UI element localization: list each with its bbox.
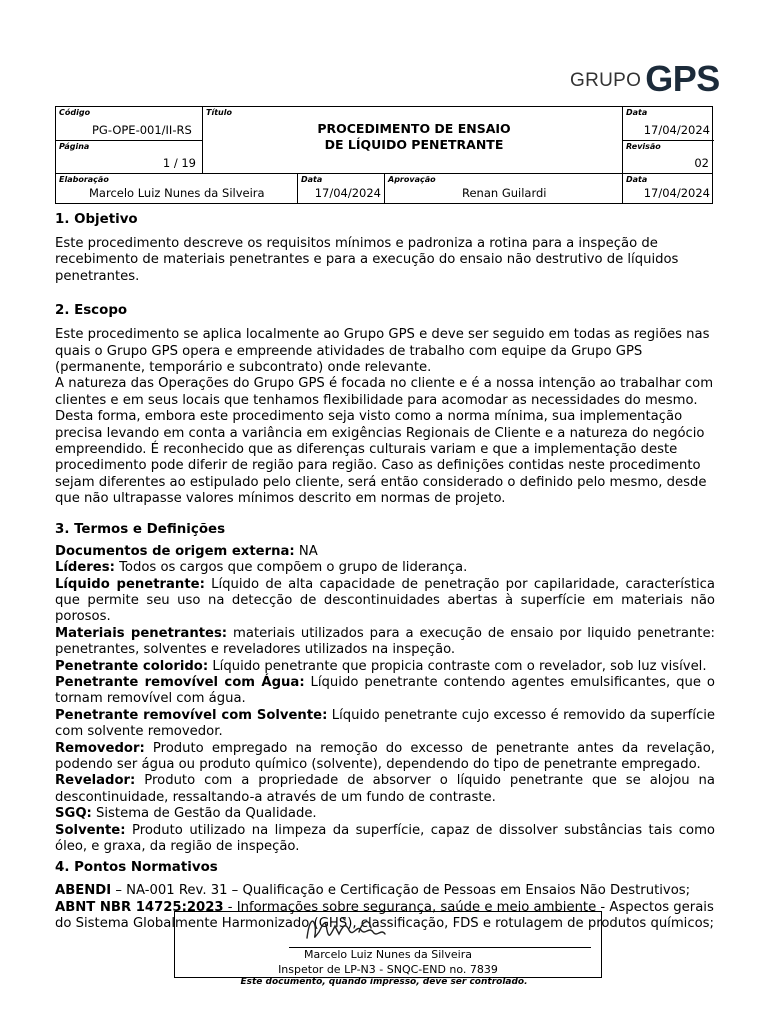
definition-term: Líderes: <box>55 560 115 576</box>
definition-item <box>55 806 715 822</box>
definition-term: ABNT NBR 14725:2023 <box>55 899 224 915</box>
objetivo-text: Este procedimento descreve os requisitos mínimos e padroniza a rotina para a inspeção de recebimento de materiais penetrantes e para a execução do ensaio não destrutivo de líquidos penetrantes. <box>55 236 679 284</box>
definition-text: Produto com a propriedade de absorver o líquido penetrante que se alojou na descontinuidade, ressaltando-a através de um fundo de contraste. <box>55 773 715 805</box>
title-line-2: DE LÍQUIDO PENETRANTE <box>324 137 504 152</box>
revisao-cell <box>623 141 713 173</box>
pagina-value: 1 / 19 <box>162 156 196 170</box>
section-heading-objetivo: 1. Objetivo <box>55 212 138 227</box>
definition-text: Líquido penetrante contendo agentes emulsificantes, que o tornam removível com água. <box>55 674 715 707</box>
definition-term: Líquido penetrante: <box>55 576 205 592</box>
data2-cell <box>298 174 384 204</box>
titulo-label: Título <box>206 108 232 117</box>
definition-item <box>55 708 715 741</box>
definition-item <box>55 741 715 774</box>
definition-item <box>55 773 715 806</box>
document-title <box>206 121 622 153</box>
elaboracao-value: Marcelo Luiz Nunes da Silveira <box>89 186 265 200</box>
codigo-cell <box>56 107 202 140</box>
data2-label: Data <box>301 175 323 184</box>
signer-role: Inspetor de LP-N3 - SNQC-END no. 7839 <box>278 963 498 976</box>
definition-term: SGQ: <box>55 806 92 822</box>
signer-name: Marcelo Luiz Nunes da Silveira <box>304 948 472 961</box>
definition-term: Penetrante removível com Solvente: <box>55 707 328 723</box>
definition-term: Materiais penetrantes: <box>55 625 228 641</box>
section-heading-termos: 3. Termos e Definições <box>55 521 226 537</box>
definition-text: Líquido penetrante que propicia contraste com o revelador, sob luz visível. <box>208 658 707 674</box>
data2-value: 17/04/2024 <box>314 186 381 200</box>
section-heading-escopo: 2. Escopo <box>55 303 128 319</box>
escopo-paragraph-2: A natureza das Operações do Grupo GPS é focada no cliente e é a nossa intenção ao trabalhar com clientes e em seus locais que tenhamos flexibilidade para acomodar as necessidades do mesmo. Desta forma, embora este procedimento seja visto como a norma mínima, sua implementação precisa levando em conta a variância em exigências Regionais de Cliente e a natureza do negócio empreendido. É reconhecido que as diferenças culturais variam e que a implementação deste procedimento pode diferir de região para região. Caso as definições contidas neste procedimento sejam diferentes ao estipulado pelo cliente, será então considerado o definido pelo mesmo, desde que não ultrapasse valores mínimos descrito em normas de projeto. <box>55 376 714 507</box>
document-body <box>55 211 715 933</box>
definition-term: Documentos de origem externa: <box>55 543 295 559</box>
pagina-cell <box>56 141 202 173</box>
section-heading-pontos: 4. Pontos Normativos <box>55 860 218 876</box>
codigo-value: PG-OPE-001/II-RS <box>92 123 192 137</box>
revisao-label: Revisão <box>626 142 661 151</box>
data3-cell <box>623 174 713 204</box>
data-value: 17/04/2024 <box>643 123 710 137</box>
definitions-list <box>55 544 715 856</box>
definition-text: Produto empregado na remoção do excesso de penetrante antes da revelação, podendo ser água ou produto químico (solvente), dependendo do tipo de penetrante empregado. <box>55 740 715 772</box>
definition-item <box>55 560 715 576</box>
pagina-label: Página <box>59 142 90 151</box>
definition-item <box>55 823 715 856</box>
definition-term: ABENDI <box>55 883 112 899</box>
definition-item <box>55 544 715 560</box>
escopo-paragraph-1: Este procedimento se aplica localmente ao Grupo GPS e deve ser seguido em todas as regiões nas quais o Grupo GPS opera e empreende atividades de trabalho com equipe da Grupo GPS (permanente, temporário e subcontrato) onde relevante. <box>55 327 710 376</box>
aprovacao-cell <box>385 174 622 204</box>
definition-text: Líquido de alta capacidade de penetração por capilaridade, característica que permite seu uso na detecção de descontinuidades abertas à superfície em materiais não porosos. <box>55 576 715 625</box>
logo-prefix: GRUPO <box>570 70 642 91</box>
definition-item <box>55 883 715 899</box>
revisao-value: 02 <box>694 156 709 170</box>
definition-text: Produto utilizado na limpeza da superfície, capaz de dissolver substâncias tais como óleo, e graxa, da região de inspeção. <box>55 822 715 854</box>
definition-item <box>55 577 715 626</box>
definition-text: – NA-001 Rev. 31 – Qualificação e Certificação de Pessoas em Ensaios Não Destrutivos; <box>111 883 691 899</box>
definition-term: Solvente: <box>55 822 126 838</box>
title-line-1: PROCEDIMENTO DE ENSAIO <box>317 121 511 136</box>
definition-item <box>55 659 715 675</box>
definition-text: Todos os cargos que compõem o grupo de liderança. <box>114 560 468 576</box>
definition-item <box>55 675 715 708</box>
aprovacao-label: Aprovação <box>388 175 436 184</box>
definition-term: Penetrante removível com Água: <box>55 674 305 690</box>
definition-text: NA <box>294 543 318 559</box>
document-header-table <box>55 106 713 204</box>
aprovacao-value: Renan Guilardi <box>462 186 547 200</box>
definition-term: Penetrante colorido: <box>55 658 209 674</box>
data-cell <box>623 107 713 140</box>
definition-text: - Informações sobre segurança, saúde e meio ambiente - Aspectos gerais do Sistema Globalmente Harmonizado (GHS), classificação, FDS e rotulagem de produtos químicos; <box>55 899 714 932</box>
data3-value: 17/04/2024 <box>643 186 710 200</box>
definition-item <box>55 626 715 659</box>
definition-text: materiais utilizados para a execução de ensaio por liquido penetrante: penetrantes, solventes e reveladores utilizados na inspeção. <box>55 625 716 658</box>
definition-term: Removedor: <box>55 740 145 756</box>
data3-label: Data <box>626 175 648 184</box>
signature-scribble <box>299 912 439 946</box>
data-label: Data <box>626 108 648 117</box>
elaboracao-label: Elaboração <box>59 175 109 184</box>
definition-term: Revelador: <box>55 773 136 789</box>
definition-text: Sistema de Gestão da Qualidade. <box>91 806 317 822</box>
control-note: Este documento, quando impresso, deve ser controlado. <box>240 977 528 987</box>
company-logo <box>570 58 720 99</box>
elaboracao-cell <box>56 174 297 204</box>
codigo-label: Código <box>59 108 91 117</box>
logo-brand: GPS <box>645 58 720 99</box>
signature-box <box>174 911 602 978</box>
definition-text: Líquido penetrante cujo excesso é removido da superfície com solvente removedor. <box>55 707 715 740</box>
